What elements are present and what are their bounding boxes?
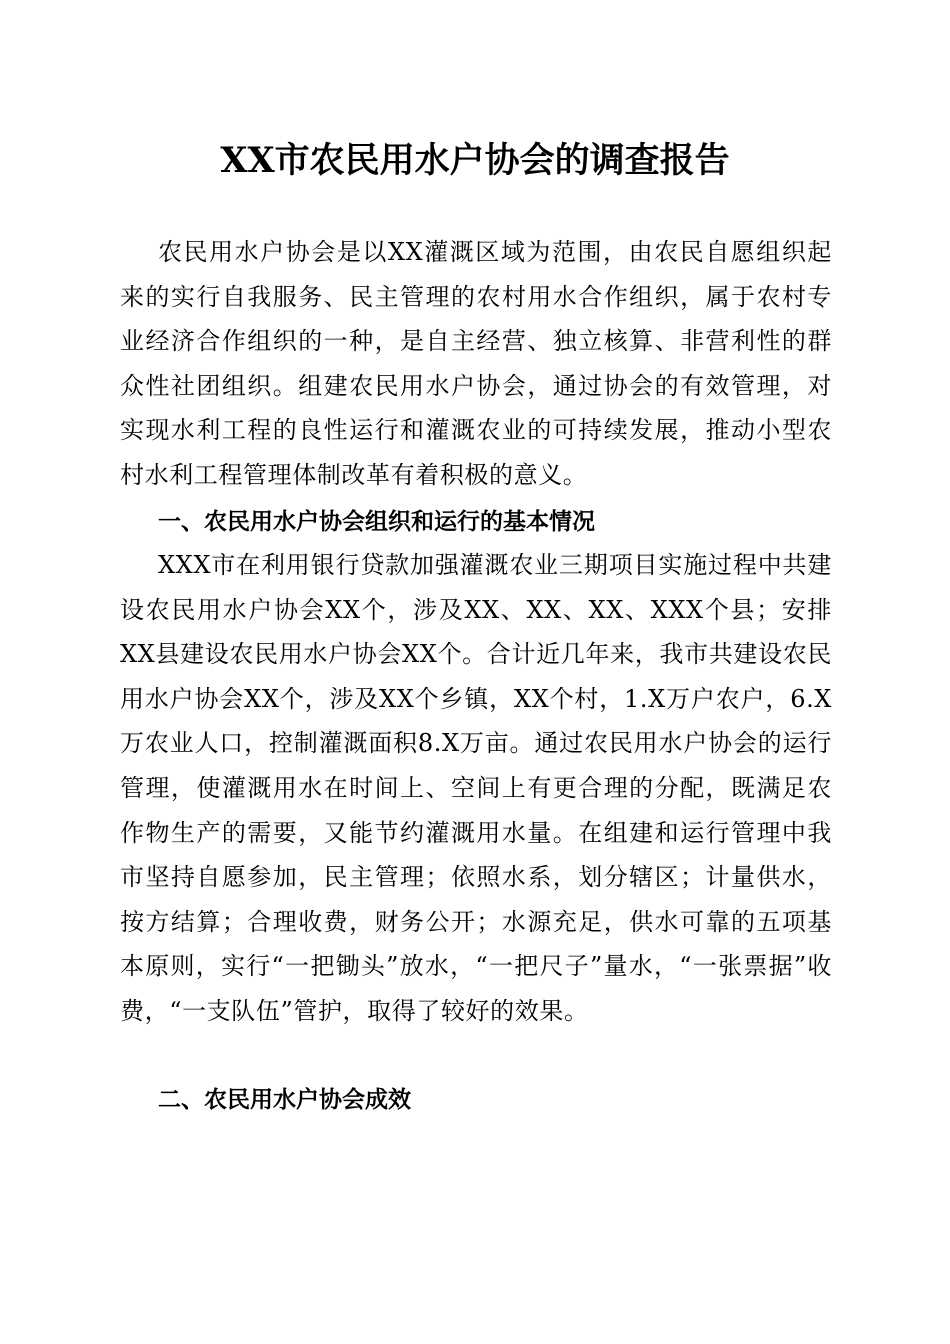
section-1-paragraph: XXX市在利用银行贷款加强灌溉农业三期项目实施过程中共建设农民用水户协会XX个，涉及XX、XX、XX、XXX个县；安排XX县建设农民用水户协会XX个。合计近几年来，我市共建设农民用水户协会XX个，涉及XX个乡镇，XX个村，1.X万户农户，6.X万农业人口，控制灌溉面积8.X万亩。通过农民用水户协会的运行管理，使灌溉用水在时间上、空间上有更合理的分配，既满足农作物生产的需要，又能节约灌溉用水量。在组建和运行管理中我市坚持自愿参加，民主管理；依照水系，划分辖区；计量供水，按方结算；合理收费，财务公开；水源充足，供水可靠的五项基本原则，实行“一把锄头”放水，“一把尺子”量水，“一张票据”收费，“一支队伍”管护，取得了较好的效果。 (120, 551, 832, 1025)
intro-paragraph: 农民用水户协会是以XX灌溉区域为范围，由农民自愿组织起来的实行自我服务、民主管理的农村用水合作组织，属于农村专业经济合作组织的一种，是自主经营、独立核算、非营利性的群众性社团组织。组建农民用水户协会，通过协会的有效管理，对实现水利工程的良性运行和灌溉农业的可持续发展，推动小型农村水利工程管理体制改革有着积极的意义。 (120, 238, 832, 489)
section-heading-2: 二、农民用水户协会成效 (158, 1087, 411, 1113)
document-title: XX市农民用水户协会的调查报告 (220, 140, 730, 181)
section-heading-1: 一、农民用水户协会组织和运行的基本情况 (158, 509, 595, 535)
